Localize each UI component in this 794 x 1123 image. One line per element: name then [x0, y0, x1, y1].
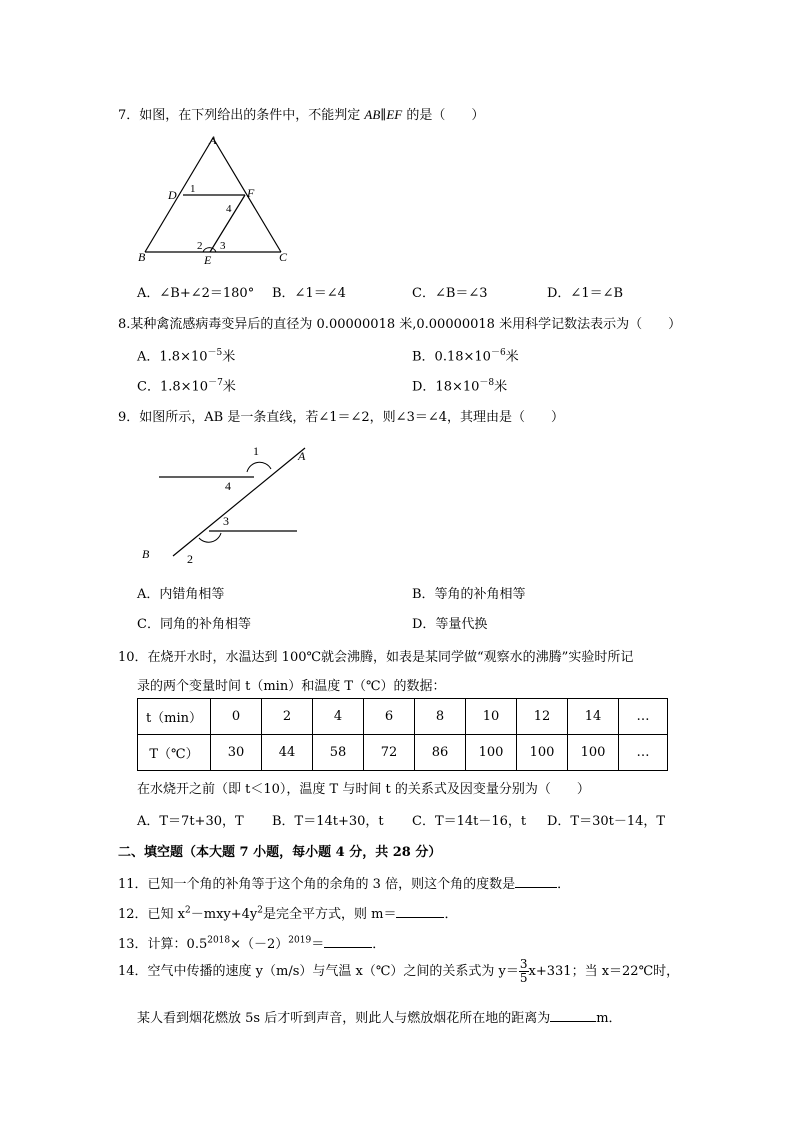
table-cell: 12	[517, 699, 568, 735]
label-angle-1: 1	[253, 444, 259, 458]
label-a: A	[209, 133, 217, 147]
table-cell: 86	[415, 735, 466, 771]
table-cell: 30	[211, 735, 262, 771]
label-angle-2: 2	[187, 552, 193, 566]
table-cell: 2	[262, 699, 313, 735]
q9-line-figure	[135, 436, 325, 571]
q7-stem: 7．如图，在下列给出的条件中，不能判定 AB∥EF 的是（ ）	[118, 107, 485, 123]
q11-stem: 11．已知一个角的补角等于这个角的余角的 3 倍，则这个角的度数是 ．	[118, 877, 571, 892]
q14-stem-line1: 14．空气中传播的速度 y（m/s）与气温 x（℃）之间的关系式为 y＝ $\frac{3}{5}$ x+331；当 x＝22℃时，	[118, 957, 680, 985]
table-cell: 100	[466, 735, 517, 771]
q10-stem-line1: 10．在烧开水时，水温达到 100℃就会沸腾，如表是某同学做“观察水的沸腾”实验时所记	[118, 650, 634, 665]
label-angle-1: 1	[190, 183, 196, 195]
q9-option-c[interactable]: C．同角的补角相等	[137, 617, 251, 632]
table-cell: 72	[364, 735, 415, 771]
q7-option-b[interactable]: B．∠1＝∠4	[272, 286, 346, 301]
table-cell: 8	[415, 699, 466, 735]
table-cell: 10	[466, 699, 517, 735]
q8-option-d[interactable]: D．$18\times 10^{-8}$米	[412, 378, 508, 395]
q13-stem: 13．计算：$0.5^{2018}\times(-2)^{2019}=$ ．	[118, 935, 386, 952]
section-2-title: 二、填空题（本大题 7 小题，每小题 4 分，共 28 分）	[118, 845, 442, 860]
q12-stem: 12．已知 $x^2-mxy+4y^2$是完全平方式，则 m＝ ．	[118, 905, 458, 922]
table-cell: 6	[364, 699, 415, 735]
table-cell: 0	[211, 699, 262, 735]
label-d: D	[168, 188, 177, 202]
q8-option-b[interactable]: B．$0.18\times 10^{-6}$米	[412, 348, 519, 365]
q10-stem-line2: 录的两个变量时间 t（min）和温度 T（℃）的数据：	[137, 679, 446, 694]
line-ab-diagonal	[173, 448, 305, 556]
q9-option-a[interactable]: A．内错角相等	[137, 587, 225, 602]
q14-stem-line2: 某人看到烟花燃放 5s 后才听到声音，则此人与燃放烟花所在地的距离为 m．	[137, 1011, 622, 1026]
label-angle-4: 4	[226, 203, 232, 215]
q7-option-d[interactable]: D．∠1＝∠B	[547, 286, 624, 301]
table-row	[138, 735, 668, 771]
table-cell: 4	[313, 699, 364, 735]
q14-answer-blank[interactable]	[550, 1009, 596, 1022]
table-cell: …	[619, 735, 668, 771]
table-cell: 100	[568, 735, 619, 771]
label-c: C	[279, 250, 288, 264]
q10-data-table	[137, 698, 668, 771]
fraction-three-fifths: $\frac{3}{5}$	[519, 957, 528, 985]
table-header-cell: T（℃）	[138, 735, 211, 771]
table-cell: 14	[568, 699, 619, 735]
label-e: E	[204, 253, 212, 267]
q9-option-d[interactable]: D．等量代换	[412, 617, 488, 632]
angle-arc-2	[199, 533, 221, 542]
q7-option-c[interactable]: C．∠B＝∠3	[412, 286, 488, 301]
label-b: B	[138, 250, 146, 264]
q8-stem: 8.某种禽流感病毒变异后的直径为 0.00000018 米,0.00000018 米用科学记数法表示为（ ）	[118, 317, 682, 332]
table-cell: 100	[517, 735, 568, 771]
label-angle-3: 3	[220, 240, 226, 252]
q11-answer-blank[interactable]	[515, 875, 557, 888]
q8-option-a[interactable]: A．$1.8\times 10^{-5}$米	[137, 348, 236, 365]
q10-option-b[interactable]: B．T＝14t+30，t	[272, 814, 384, 829]
label-angle-3: 3	[223, 514, 229, 528]
label-angle-4: 4	[225, 479, 231, 493]
table-cell: …	[619, 699, 668, 735]
q9-option-b[interactable]: B．等角的补角相等	[412, 587, 526, 602]
angle-arc-1	[247, 462, 271, 472]
label-a: A	[298, 449, 306, 463]
q7-triangle-figure	[130, 128, 300, 268]
q13-answer-blank[interactable]	[324, 935, 372, 948]
label-f: F	[247, 186, 255, 200]
q7-option-a[interactable]: A．∠B+∠2＝180°	[137, 286, 255, 301]
table-cell: 44	[262, 735, 313, 771]
q10-option-a[interactable]: A．T＝7t+30，T	[137, 814, 244, 829]
q10-option-c[interactable]: C．T＝14t－16，t	[412, 814, 527, 829]
q10-stem-line3: 在水烧开之前（即 t＜10），温度 T 与时间 t 的关系式及因变量分别为（ ）	[137, 782, 590, 797]
angle-arc-e	[203, 248, 216, 252]
q8-option-c[interactable]: C．$1.8\times 10^{-7}$米	[137, 378, 236, 395]
q12-answer-blank[interactable]	[396, 905, 444, 918]
label-b: B	[142, 547, 150, 561]
q9-stem: 9．如图所示，AB 是一条直线，若∠1＝∠2，则∠3＝∠4，其理由是（ ）	[118, 410, 564, 425]
label-angle-2: 2	[197, 240, 203, 252]
q10-option-d[interactable]: D．T＝30t－14，T	[547, 814, 666, 829]
table-cell: 58	[313, 735, 364, 771]
table-header-cell: t（min）	[138, 699, 211, 735]
table-row	[138, 699, 668, 735]
